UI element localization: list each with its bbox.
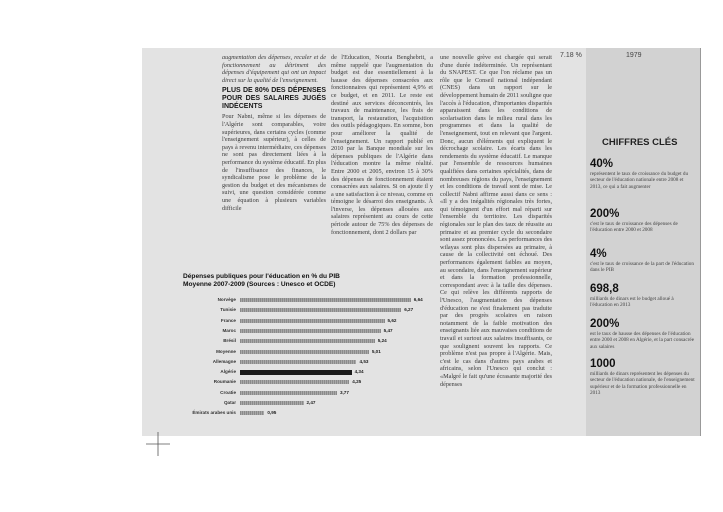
bar-value-label: 6,64 (413, 297, 423, 302)
key-fact-text: est le taux de hausse des dépenses de l'éducation entre 2000 et 2008 en Algérie, et la part consacrée aux salaires (590, 331, 694, 350)
bar (240, 329, 381, 333)
bar (240, 339, 375, 343)
key-fact-number: 1000 (590, 358, 616, 370)
header-left-value: 7.18 % (560, 52, 582, 59)
bar (240, 298, 411, 302)
key-fact-text: milliards de dinars est le budget alloué à l'éducation en 2013 (590, 296, 674, 309)
bar-label: Roumanie (213, 379, 236, 385)
bar-label: France (220, 317, 236, 323)
chart-title (183, 273, 340, 289)
bar-label: Qatar (223, 400, 236, 405)
column-1-body: Pour Nabni, même si les dépenses de l'Algérie sont comparables, voire supérieures, dans certains cycles (comme l'enseignement supérieur), à celles de pays à revenu intermédiaire, ces dépenses ne sont pas directement liées à la performance du système éducatif. En plus de l'insuffisance des finances, le syndicalisme pose le problème de la gestion du budget et des mécanismes de suivi, une question considérée comme une équation à plusieurs variables difficile (222, 113, 326, 212)
bar-label: Émirats arabes unis (192, 410, 236, 416)
bar-value-label: 4,53 (359, 358, 369, 364)
chart-subtitle-line: Moyenne 2007-2009 (Sources : Unesco et OCDE) (183, 281, 336, 288)
key-fact-number: 4% (590, 248, 607, 260)
bar-label: Croatie (220, 389, 236, 395)
bar-value-label: 4,25 (352, 379, 362, 385)
bar-value-label: 0,95 (267, 410, 277, 416)
article-column-2 (331, 54, 433, 269)
bar-value-label: 5,01 (371, 348, 381, 354)
bar-value-label: 3,77 (339, 389, 349, 395)
header-right-value: 1979 (626, 52, 642, 59)
bar-label: Norvège (217, 297, 236, 302)
key-fact-text: c'est le taux de croissance de la part de l'éducation dans le PIB (590, 261, 694, 274)
bar-value-label: 5,47 (383, 327, 393, 333)
key-fact-text: représentent le taux de croissance du budget du secteur de l'éducation nationale entre 2008 et 2013, ce qui a fait augmenter (590, 171, 689, 190)
bar (240, 360, 356, 364)
column-2-body: de l'Education, Nouria Benghebrit, a même rappelé que l'augmentation du budget est due essentiellement à la hausse des dépenses consacrées aux fonctionnaires qui représentent 4,9% et ce budget, et en 2011. Le reste est destiné aux services déconcentrés, les travaux de maintenance, les frais de transport, la restauration, l'acquisition des outils pédagogiques. En somme, bon pour améliorer la qualité de l'enseignement. Un rapport publié en 2010 par la Banque mondiale sur les dépenses publiques de l'Algérie dans l'éducation montre la même réalité. Entre 2000 et 2005, environ 15 à 30% des dépenses de fonctionnement étaient consacrées aux salaires. Si on ajoute il y a une satisfaction à ce niveau, comme en témoigne le désarroi des enseignants. À l'inverse, les dépenses allouées aux salaires représentent au cours de cette période autour de 75% des dépenses de fonctionnement, dont 2 dollars par (331, 54, 433, 236)
bar-label: Moyenne (216, 348, 236, 354)
key-fact (590, 318, 696, 350)
registration-mark-icon (146, 432, 170, 456)
key-fact-text: milliards de dinars représentent les dépenses du secteur de l'éducation nationale, de l'enseignement supérieur et de la formation professionnelle en 2013 (590, 371, 695, 396)
key-fact (590, 248, 696, 274)
article-column-1 (222, 54, 326, 269)
key-fact (590, 358, 696, 396)
bar-label: Maroc (222, 327, 236, 333)
bar (240, 380, 349, 384)
bar-label: Brésil (223, 338, 236, 344)
sidebar-title: CHIFFRES CLÉS (602, 137, 678, 148)
section-heading: PLUS DE 80% DES DÉPENSES POUR DES SALAIRES JUGÉS INDÉCENTS (222, 87, 326, 111)
bar (240, 401, 304, 405)
bar-value-label: 5,62 (387, 317, 397, 323)
key-fact-text: c'est le taux de croissance des dépenses de l'éducation entre 2000 et 2008 (590, 221, 678, 234)
column-3-body: une nouvelle grève est chargée qui serait d'une durée indéterminée. Un représentant du SNAPEST. Ce que l'on réclame pas un rôle que le Conseil national indépendant (CNES) dans un rapport sur le développement humain de 2011 souligne que l'accès à l'éducation, d'importantes disparités apparaissent dans les conditions de scolarisation dans le milieu rural dans les programmes et dans la qualité de l'enseignement, tout en relevant que l'argent. Donc, aucun d'éléments qui expliquent le décrochage scolaire. Les écarts dans les rendements du système éducatif. Le manque par l'ensemble de ressources humaines qualifiées dans certaines spécialités, dans de nombreuses régions du pays, l'enseignement et les conditions de travail sont de mise. Le collectif Nabni affirme aussi dans ce sens : «Il y a des inégalités régionales très fortes, qui témoignent d'un effort mal réparti sur l'ensemble du territoire. Les disparités régionales sur le plan des taux de réussite au primaire et au premier cycle du secondaire sont assez prononcées. Les performances des wilayas sont plus dispersées au primaire, à cause de la collectivité ont échoué. Des performances également faibles au moyen, au secondaire, dans l'enseignement supérieur et dans la formation professionnelle, correspondant avec à la taille des dépenses. Ce qui relève les différents rapports de l'Unesco, l'augmentation des dépenses d'éducation ne s'est finalement pas traduite par des progrès scolaires en raison notamment de la faible motivation des enseignants liée aux mauvaises conditions de travail et surtout aux salaires insuffisants, ce que soulignent souvent les rapports. Ce problème n'est pas propre à l'Algérie. Mais, c'est le cas dans d'autres pays arabes et africains, selon l'Unesco qui conclut : «Malgré le fait qu'une écrasante majorité des dépenses (440, 54, 552, 388)
bar (240, 391, 337, 395)
bar (240, 319, 385, 323)
key-fact (590, 158, 696, 190)
key-fact (590, 283, 696, 309)
column-1-intro: augmentation des dépenses, recaler et de fonctionnement au détriment des dépenses d'équipement qui ont un impact direct sur la qualité de l'enseignement. (222, 54, 326, 84)
bar (240, 411, 264, 415)
key-fact (590, 208, 696, 234)
key-fact-number: 698,8 (590, 283, 619, 295)
bar (240, 350, 369, 354)
key-fact-number: 200% (590, 318, 620, 330)
bar (240, 308, 401, 312)
key-fact-number: 40% (590, 158, 614, 170)
bar-label: Allemagne (212, 358, 236, 364)
bar-value-label: 4,34 (354, 369, 364, 375)
bar-label: Tunisie (220, 307, 236, 313)
article-column-3 (440, 54, 552, 432)
bar-highlight (240, 370, 352, 375)
bar-value-label: 2,47 (306, 400, 316, 405)
chart-title-line: Dépenses publiques pour l'éducation en % du PIB (183, 273, 340, 280)
bar-value-label: 6,27 (404, 307, 414, 313)
bar-label: Algérie (220, 369, 236, 375)
bar-value-label: 5,24 (377, 338, 387, 344)
key-fact-number: 200% (590, 208, 620, 220)
